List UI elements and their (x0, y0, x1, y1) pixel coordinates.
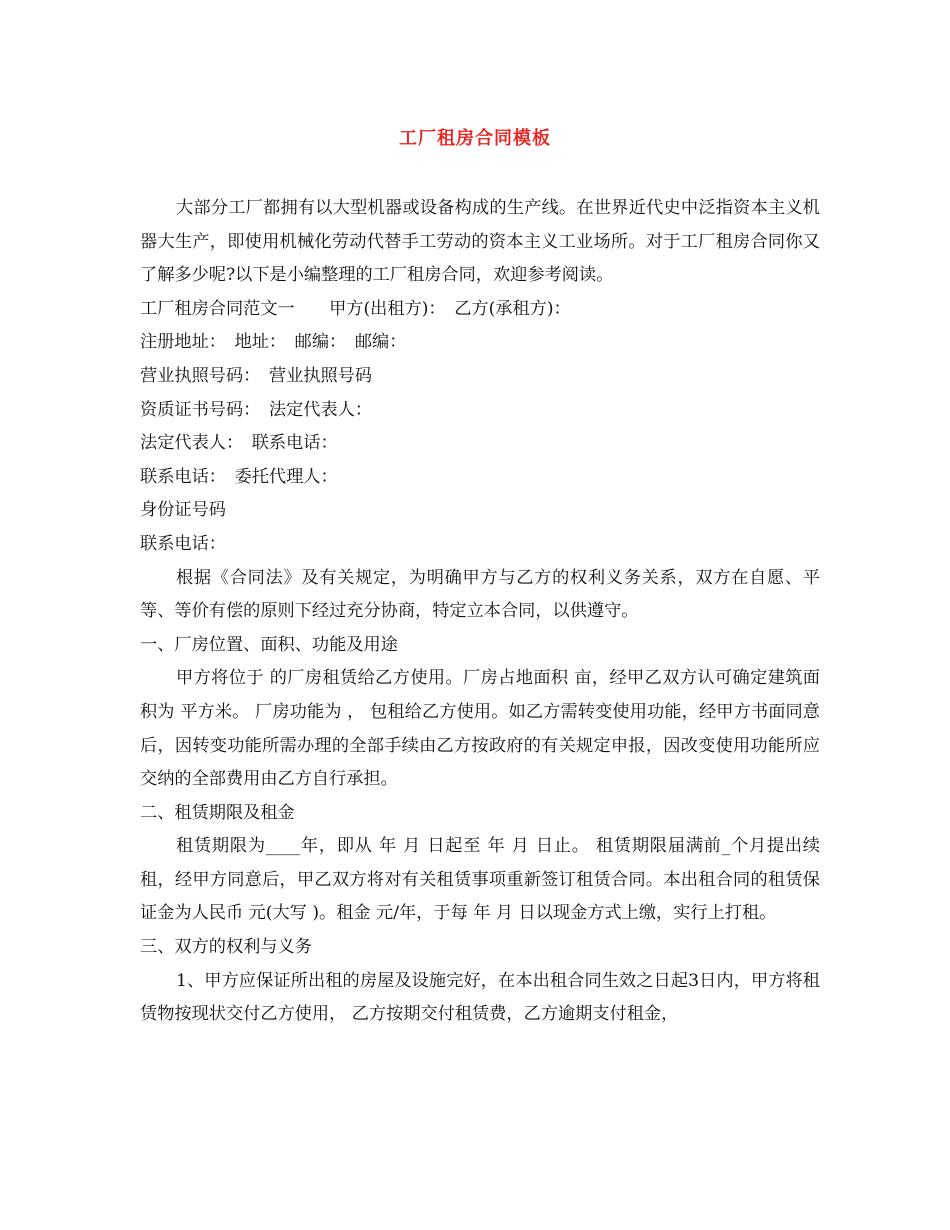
business-license-line: 营业执照号码： 营业执照号码 (140, 365, 373, 386)
legal-representative-line: 法定代表人： 联系电话： (140, 433, 338, 454)
phone-agent-line: 联系电话： 委托代理人： (140, 466, 338, 487)
sample-heading-line: 工厂租房合同范文一 甲方(出租方)： 乙方(承租方)： (140, 298, 571, 319)
preamble-paragraph: 根据《合同法》及有关规定，为明确甲方与乙方的权利义务关系，双方在自愿、平等、等价有偿的原则下经过充分协商，特定立本合同，以供遵守。 (140, 567, 820, 622)
qualification-line: 资质证书号码： 法定代表人： (140, 399, 373, 420)
section-3-heading: 三、双方的权利与义务 (140, 937, 312, 958)
registration-address-line: 注册地址： 地址： 邮编： 邮编： (140, 332, 407, 353)
section-2-heading: 二、租赁期限及租金 (140, 802, 295, 823)
id-number-line: 身份证号码 (140, 500, 226, 521)
section-1-paragraph: 甲方将位于 的厂房租赁给乙方使用。厂房占地面积 亩，经甲乙双方认可确定建筑面积为 平方米。 厂房功能为 ， 包租给乙方使用。如乙方需转变使用功能，经甲方书面同意后，因转变功能所需办理的全部手续由乙方按政府的有关规定申报，因改变使用功能所应交纳的全部费用由乙方自行承担。 (140, 668, 820, 790)
phone-line: 联系电话： (140, 533, 226, 554)
section-1-heading: 一、厂房位置、面积、功能及用途 (140, 634, 398, 655)
document-title: 工厂租房合同模板 (399, 128, 551, 149)
document-body (140, 192, 820, 1032)
intro-paragraph: 大部分工厂都拥有以大型机器或设备构成的生产线。在世界近代史中泛指资本主义机器大生产，即使用机械化劳动代替手工劳动的资本主义工业场所。对于工厂租房合同你又了解多少呢?以下是小编整理的工厂租房合同，欢迎参考阅读。 (140, 198, 820, 286)
section-2-paragraph: 租赁期限为____年，即从 年 月 日起至 年 月 日止。 租赁期限届满前_个月提出续租，经甲方同意后，甲乙双方将对有关租赁事项重新签订租赁合同。本出租合同的租赁保证金为人民币 元(大写 )。租金 元/年，于每 年 月 日以现金方式上缴，实行上打租。 (140, 836, 820, 924)
section-3-item-1: 1、甲方应保证所出租的房屋及设施完好，在本出租合同生效之日起3日内，甲方将租赁物按现状交付乙方使用， 乙方按期交付租赁费，乙方逾期支付租金， (140, 970, 820, 1025)
